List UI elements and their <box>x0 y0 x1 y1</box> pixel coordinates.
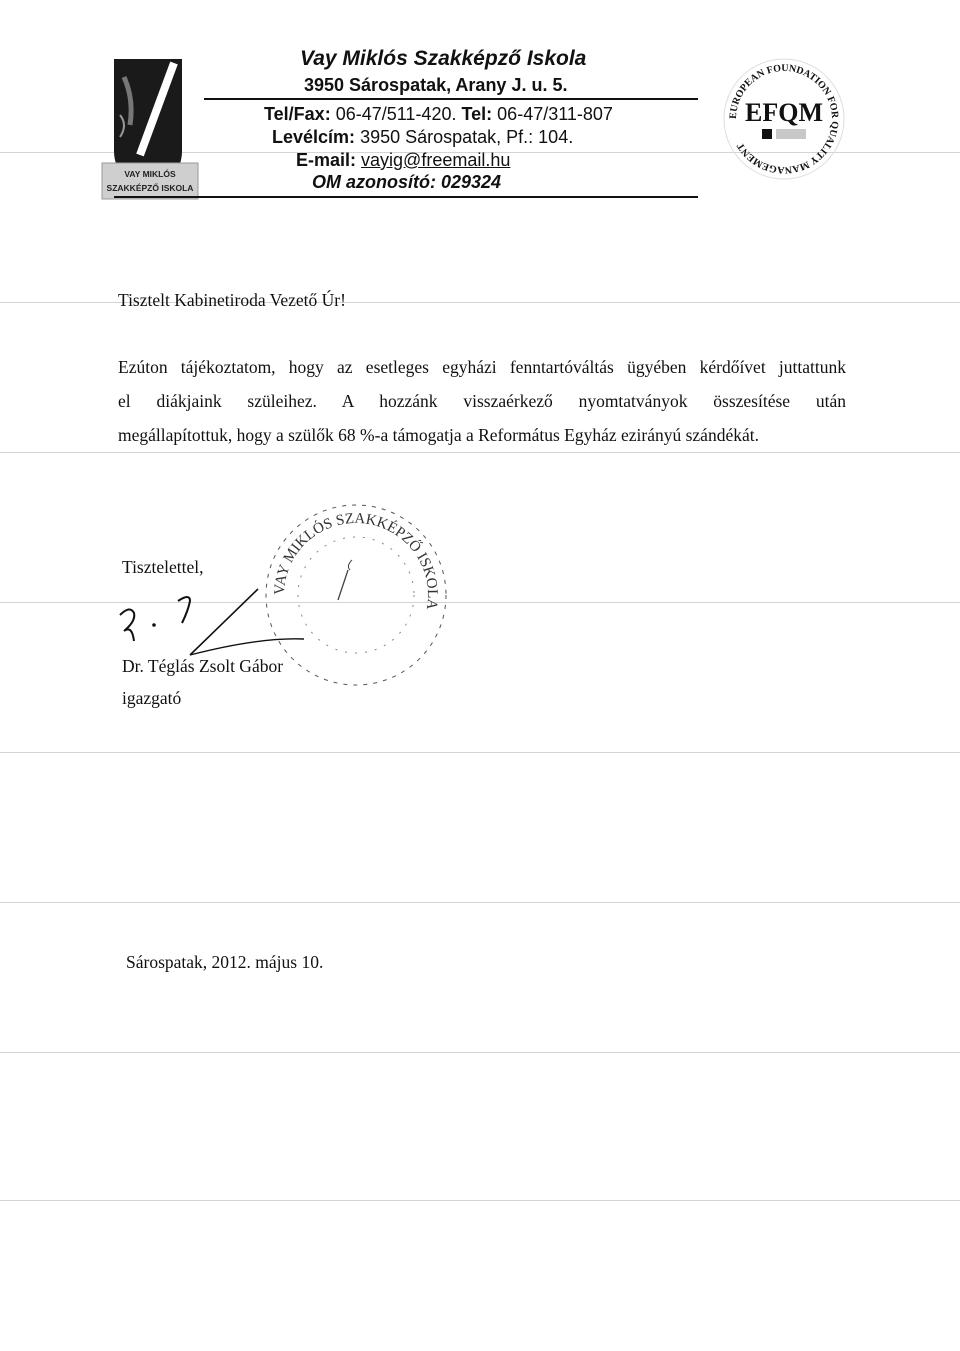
email-line <box>296 150 510 171</box>
phone-fax-number: 06-47/511-420. <box>335 104 457 124</box>
efqm-badge <box>720 55 848 183</box>
letter-body <box>118 350 846 452</box>
closing: Tisztelettel, <box>122 557 204 577</box>
phone-tel-number: 06-47/311-807 <box>497 104 613 124</box>
email-link[interactable]: vayig@freemail.hu <box>361 150 511 170</box>
scan-line <box>0 902 960 903</box>
mail-address-value: 3950 Sárospatak, Pf.: 104. <box>360 127 574 147</box>
phone-tel-label: Tel: <box>461 104 493 124</box>
scan-line <box>0 452 960 453</box>
salutation: Tisztelt Kabinetiroda Vezető Úr! <box>118 290 346 310</box>
phone-line <box>264 104 613 125</box>
body-line-2: el diákjaink szüleihez. A hozzánk visszaérkező nyomtatványok összesítése után <box>118 391 846 411</box>
signer-name: Dr. Téglás Zsolt Gábor <box>122 656 284 676</box>
school-name: Vay Miklós Szakképző Iskola <box>300 47 587 70</box>
header-rule-bottom <box>114 196 698 198</box>
school-crest-logo <box>100 55 200 203</box>
school-address: 3950 Sárospatak, Arany J. u. 5. <box>304 75 568 95</box>
scan-line <box>0 1052 960 1053</box>
header-rule-top <box>204 98 698 100</box>
scan-line <box>0 1200 960 1201</box>
phone-fax-label: Tel/Fax: <box>264 104 331 124</box>
crest-caption-2: SZAKKÉPZŐ ISKOLA <box>106 183 194 193</box>
efqm-text: EFQM <box>745 98 823 127</box>
signer-title: igazgató <box>122 688 182 708</box>
efqm-ring-text: EUROPEAN FOUNDATION FOR QUALITY MANAGEMENT <box>727 62 841 176</box>
scan-line <box>0 752 960 753</box>
handwritten-signature <box>116 585 306 665</box>
om-id: OM azonosító: 029324 <box>312 172 502 192</box>
stamp-ring-text: VAY MIKLÓS SZAKKÉPZŐ ISKOLA <box>271 510 441 611</box>
date-line: Sárospatak, 2012. május 10. <box>126 952 324 972</box>
email-label: E-mail: <box>296 150 357 170</box>
body-line-3: megállapítottuk, hogy a szülők 68 %-a támogatja a Református Egyház ezirányú szándékát. <box>118 425 759 445</box>
mail-address-line <box>272 127 573 148</box>
body-line-1: Ezúton tájékoztatom, hogy az esetleges egyházi fenntartóváltás ügyében kérdőívet juttattunk <box>118 357 846 377</box>
crest-caption-1: VAY MIKLÓS <box>124 169 176 179</box>
mail-address-label: Levélcím: <box>272 127 356 147</box>
